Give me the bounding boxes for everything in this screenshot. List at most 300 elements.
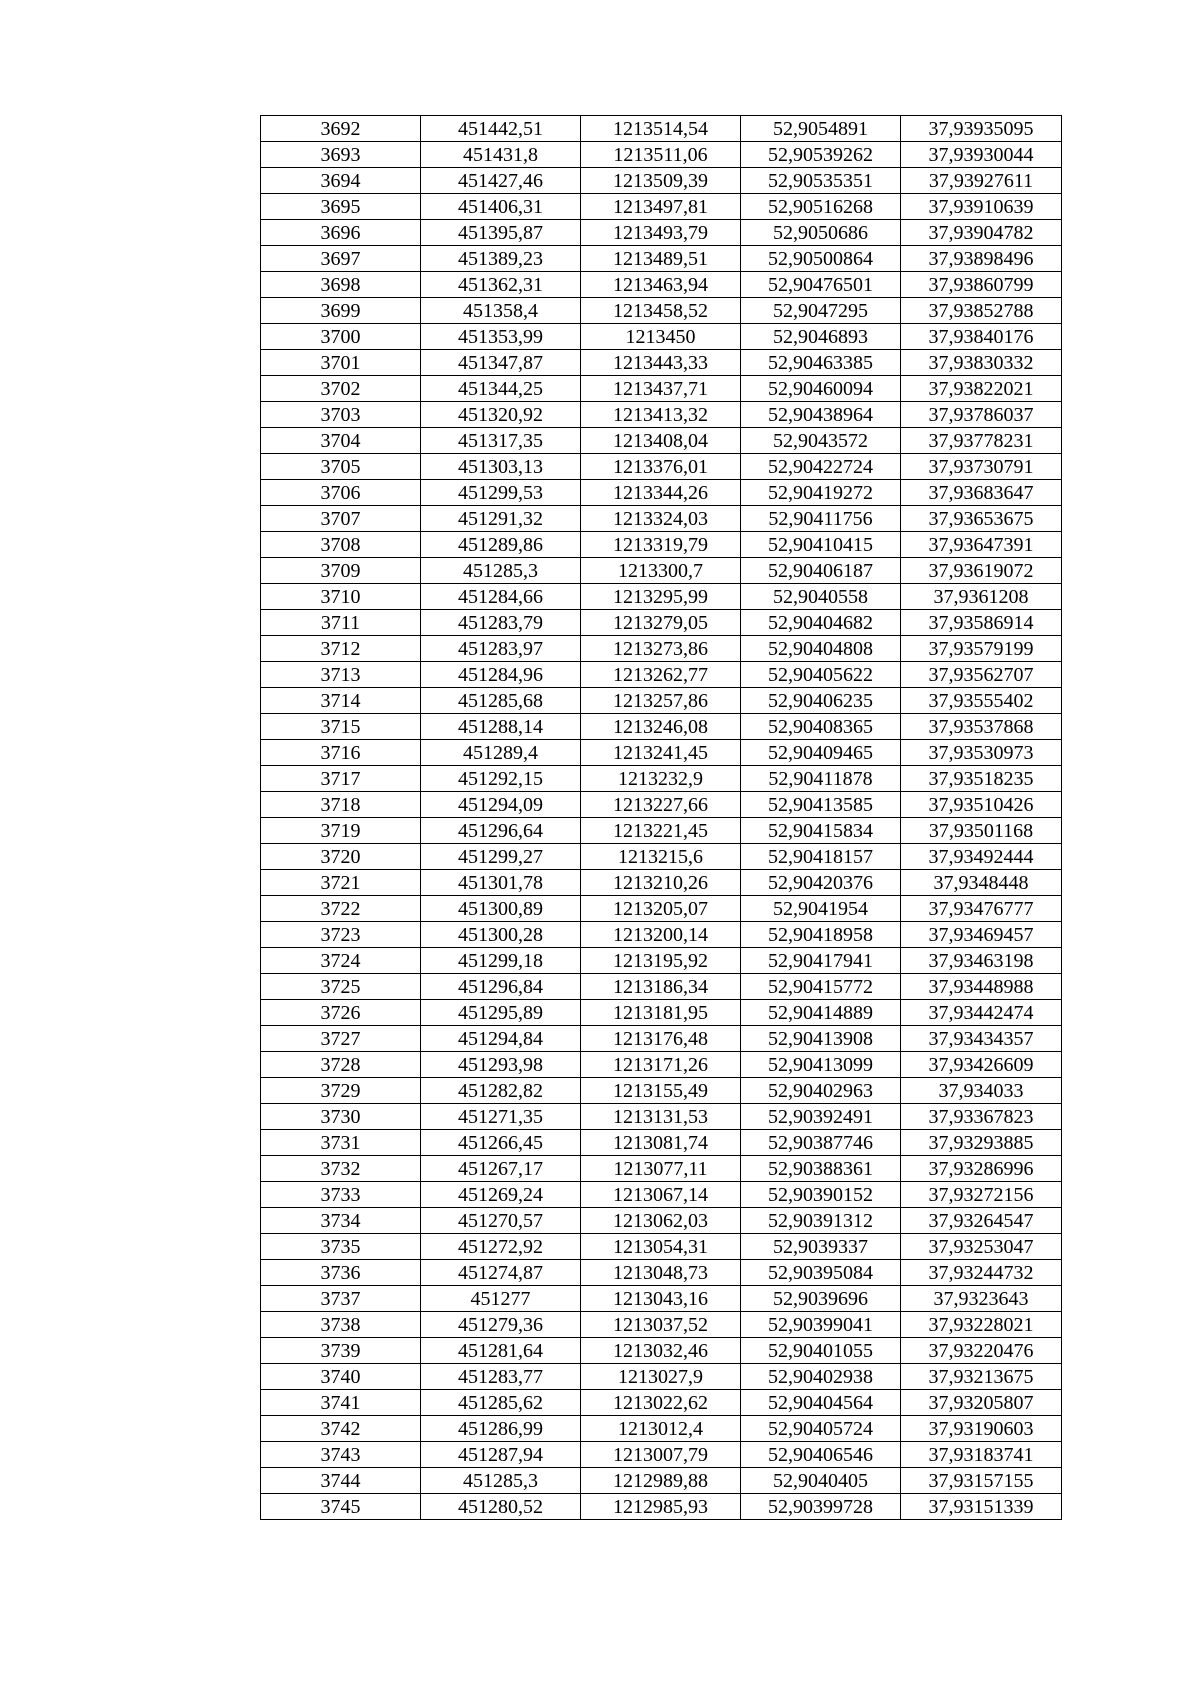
y-coordinate-cell: 1213054,31 <box>581 1234 741 1260</box>
point-number-cell: 3707 <box>261 506 421 532</box>
x-coordinate-cell: 451299,18 <box>421 948 581 974</box>
y-coordinate-cell: 1213032,46 <box>581 1338 741 1364</box>
longitude-cell: 37,93518235 <box>901 766 1062 792</box>
point-number-cell: 3742 <box>261 1416 421 1442</box>
longitude-cell: 37,93579199 <box>901 636 1062 662</box>
longitude-cell: 37,93586914 <box>901 610 1062 636</box>
y-coordinate-cell: 1213376,01 <box>581 454 741 480</box>
point-number-cell: 3711 <box>261 610 421 636</box>
x-coordinate-cell: 451295,89 <box>421 1000 581 1026</box>
longitude-cell: 37,93434357 <box>901 1026 1062 1052</box>
x-coordinate-cell: 451285,68 <box>421 688 581 714</box>
table-row <box>261 142 1062 168</box>
latitude-cell: 52,90418958 <box>741 922 901 948</box>
table-row <box>261 246 1062 272</box>
point-number-cell: 3741 <box>261 1390 421 1416</box>
table-row <box>261 1156 1062 1182</box>
point-number-cell: 3723 <box>261 922 421 948</box>
longitude-cell: 37,93562707 <box>901 662 1062 688</box>
x-coordinate-cell: 451362,31 <box>421 272 581 298</box>
y-coordinate-cell: 1213257,86 <box>581 688 741 714</box>
longitude-cell: 37,93510426 <box>901 792 1062 818</box>
latitude-cell: 52,90516268 <box>741 194 901 220</box>
table-row <box>261 1442 1062 1468</box>
table-row <box>261 480 1062 506</box>
table-row <box>261 974 1062 1000</box>
longitude-cell: 37,93244732 <box>901 1260 1062 1286</box>
point-number-cell: 3737 <box>261 1286 421 1312</box>
table-row <box>261 454 1062 480</box>
latitude-cell: 52,90387746 <box>741 1130 901 1156</box>
x-coordinate-cell: 451270,57 <box>421 1208 581 1234</box>
point-number-cell: 3731 <box>261 1130 421 1156</box>
latitude-cell: 52,90406187 <box>741 558 901 584</box>
latitude-cell: 52,9054891 <box>741 116 901 142</box>
longitude-cell: 37,93537868 <box>901 714 1062 740</box>
point-number-cell: 3699 <box>261 298 421 324</box>
latitude-cell: 52,90402938 <box>741 1364 901 1390</box>
table-row <box>261 740 1062 766</box>
latitude-cell: 52,90539262 <box>741 142 901 168</box>
latitude-cell: 52,90417941 <box>741 948 901 974</box>
coordinates-table-body <box>261 116 1062 1520</box>
y-coordinate-cell: 1213200,14 <box>581 922 741 948</box>
latitude-cell: 52,9039696 <box>741 1286 901 1312</box>
y-coordinate-cell: 1213232,9 <box>581 766 741 792</box>
x-coordinate-cell: 451300,28 <box>421 922 581 948</box>
x-coordinate-cell: 451284,66 <box>421 584 581 610</box>
x-coordinate-cell: 451296,84 <box>421 974 581 1000</box>
point-number-cell: 3734 <box>261 1208 421 1234</box>
y-coordinate-cell: 1213037,52 <box>581 1312 741 1338</box>
table-row <box>261 1364 1062 1390</box>
latitude-cell: 52,9041954 <box>741 896 901 922</box>
longitude-cell: 37,93860799 <box>901 272 1062 298</box>
point-number-cell: 3727 <box>261 1026 421 1052</box>
table-row <box>261 1078 1062 1104</box>
table-row <box>261 792 1062 818</box>
longitude-cell: 37,93852788 <box>901 298 1062 324</box>
longitude-cell: 37,93730791 <box>901 454 1062 480</box>
point-number-cell: 3700 <box>261 324 421 350</box>
longitude-cell: 37,93653675 <box>901 506 1062 532</box>
point-number-cell: 3705 <box>261 454 421 480</box>
y-coordinate-cell: 1213186,34 <box>581 974 741 1000</box>
x-coordinate-cell: 451431,8 <box>421 142 581 168</box>
x-coordinate-cell: 451293,98 <box>421 1052 581 1078</box>
latitude-cell: 52,90402963 <box>741 1078 901 1104</box>
table-row <box>261 1338 1062 1364</box>
latitude-cell: 52,90476501 <box>741 272 901 298</box>
x-coordinate-cell: 451266,45 <box>421 1130 581 1156</box>
latitude-cell: 52,90390152 <box>741 1182 901 1208</box>
point-number-cell: 3703 <box>261 402 421 428</box>
point-number-cell: 3719 <box>261 818 421 844</box>
y-coordinate-cell: 1213458,52 <box>581 298 741 324</box>
longitude-cell: 37,93898496 <box>901 246 1062 272</box>
table-row <box>261 818 1062 844</box>
table-row <box>261 1286 1062 1312</box>
point-number-cell: 3718 <box>261 792 421 818</box>
point-number-cell: 3698 <box>261 272 421 298</box>
table-row <box>261 636 1062 662</box>
y-coordinate-cell: 1213273,86 <box>581 636 741 662</box>
y-coordinate-cell: 1213171,26 <box>581 1052 741 1078</box>
y-coordinate-cell: 1213489,51 <box>581 246 741 272</box>
table-row <box>261 766 1062 792</box>
point-number-cell: 3717 <box>261 766 421 792</box>
latitude-cell: 52,90413099 <box>741 1052 901 1078</box>
x-coordinate-cell: 451284,96 <box>421 662 581 688</box>
longitude-cell: 37,93935095 <box>901 116 1062 142</box>
longitude-cell: 37,93264547 <box>901 1208 1062 1234</box>
table-row <box>261 350 1062 376</box>
latitude-cell: 52,90406235 <box>741 688 901 714</box>
x-coordinate-cell: 451292,15 <box>421 766 581 792</box>
latitude-cell: 52,90415772 <box>741 974 901 1000</box>
longitude-cell: 37,9348448 <box>901 870 1062 896</box>
latitude-cell: 52,90388361 <box>741 1156 901 1182</box>
longitude-cell: 37,93930044 <box>901 142 1062 168</box>
longitude-cell: 37,93190603 <box>901 1416 1062 1442</box>
y-coordinate-cell: 1213022,62 <box>581 1390 741 1416</box>
latitude-cell: 52,90420376 <box>741 870 901 896</box>
x-coordinate-cell: 451442,51 <box>421 116 581 142</box>
table-row <box>261 1208 1062 1234</box>
y-coordinate-cell: 1213215,6 <box>581 844 741 870</box>
point-number-cell: 3712 <box>261 636 421 662</box>
x-coordinate-cell: 451281,64 <box>421 1338 581 1364</box>
latitude-cell: 52,90418157 <box>741 844 901 870</box>
x-coordinate-cell: 451358,4 <box>421 298 581 324</box>
y-coordinate-cell: 1213324,03 <box>581 506 741 532</box>
point-number-cell: 3725 <box>261 974 421 1000</box>
x-coordinate-cell: 451427,46 <box>421 168 581 194</box>
x-coordinate-cell: 451406,31 <box>421 194 581 220</box>
y-coordinate-cell: 1213295,99 <box>581 584 741 610</box>
x-coordinate-cell: 451282,82 <box>421 1078 581 1104</box>
latitude-cell: 52,90404808 <box>741 636 901 662</box>
longitude-cell: 37,93822021 <box>901 376 1062 402</box>
point-number-cell: 3736 <box>261 1260 421 1286</box>
latitude-cell: 52,90415834 <box>741 818 901 844</box>
table-row <box>261 116 1062 142</box>
longitude-cell: 37,93840176 <box>901 324 1062 350</box>
x-coordinate-cell: 451285,3 <box>421 558 581 584</box>
latitude-cell: 52,90392491 <box>741 1104 901 1130</box>
latitude-cell: 52,9050686 <box>741 220 901 246</box>
table-row <box>261 298 1062 324</box>
x-coordinate-cell: 451283,97 <box>421 636 581 662</box>
x-coordinate-cell: 451294,84 <box>421 1026 581 1052</box>
x-coordinate-cell: 451291,32 <box>421 506 581 532</box>
longitude-cell: 37,93286996 <box>901 1156 1062 1182</box>
point-number-cell: 3738 <box>261 1312 421 1338</box>
point-number-cell: 3716 <box>261 740 421 766</box>
longitude-cell: 37,93476777 <box>901 896 1062 922</box>
table-row <box>261 1312 1062 1338</box>
longitude-cell: 37,93555402 <box>901 688 1062 714</box>
longitude-cell: 37,93830332 <box>901 350 1062 376</box>
longitude-cell: 37,93426609 <box>901 1052 1062 1078</box>
latitude-cell: 52,90410415 <box>741 532 901 558</box>
longitude-cell: 37,93183741 <box>901 1442 1062 1468</box>
y-coordinate-cell: 1213300,7 <box>581 558 741 584</box>
longitude-cell: 37,93778231 <box>901 428 1062 454</box>
x-coordinate-cell: 451277 <box>421 1286 581 1312</box>
x-coordinate-cell: 451269,24 <box>421 1182 581 1208</box>
x-coordinate-cell: 451347,87 <box>421 350 581 376</box>
table-row <box>261 1494 1062 1520</box>
longitude-cell: 37,93220476 <box>901 1338 1062 1364</box>
latitude-cell: 52,9046893 <box>741 324 901 350</box>
longitude-cell: 37,93151339 <box>901 1494 1062 1520</box>
y-coordinate-cell: 1213514,54 <box>581 116 741 142</box>
point-number-cell: 3701 <box>261 350 421 376</box>
latitude-cell: 52,90395084 <box>741 1260 901 1286</box>
point-number-cell: 3704 <box>261 428 421 454</box>
latitude-cell: 52,90419272 <box>741 480 901 506</box>
point-number-cell: 3714 <box>261 688 421 714</box>
table-row <box>261 1416 1062 1442</box>
x-coordinate-cell: 451283,79 <box>421 610 581 636</box>
longitude-cell: 37,93293885 <box>901 1130 1062 1156</box>
y-coordinate-cell: 1213176,48 <box>581 1026 741 1052</box>
longitude-cell: 37,93157155 <box>901 1468 1062 1494</box>
point-number-cell: 3739 <box>261 1338 421 1364</box>
x-coordinate-cell: 451294,09 <box>421 792 581 818</box>
x-coordinate-cell: 451272,92 <box>421 1234 581 1260</box>
y-coordinate-cell: 1213195,92 <box>581 948 741 974</box>
y-coordinate-cell: 1213067,14 <box>581 1182 741 1208</box>
x-coordinate-cell: 451301,78 <box>421 870 581 896</box>
point-number-cell: 3710 <box>261 584 421 610</box>
longitude-cell: 37,9361208 <box>901 584 1062 610</box>
table-row <box>261 532 1062 558</box>
y-coordinate-cell: 1213077,11 <box>581 1156 741 1182</box>
table-row <box>261 1026 1062 1052</box>
longitude-cell: 37,93530973 <box>901 740 1062 766</box>
x-coordinate-cell: 451289,86 <box>421 532 581 558</box>
y-coordinate-cell: 1213043,16 <box>581 1286 741 1312</box>
y-coordinate-cell: 1213181,95 <box>581 1000 741 1026</box>
coordinates-table <box>260 115 1062 1520</box>
table-row <box>261 610 1062 636</box>
point-number-cell: 3694 <box>261 168 421 194</box>
point-number-cell: 3745 <box>261 1494 421 1520</box>
longitude-cell: 37,93205807 <box>901 1390 1062 1416</box>
longitude-cell: 37,93619072 <box>901 558 1062 584</box>
latitude-cell: 52,90405622 <box>741 662 901 688</box>
longitude-cell: 37,934033 <box>901 1078 1062 1104</box>
longitude-cell: 37,93463198 <box>901 948 1062 974</box>
table-row <box>261 1260 1062 1286</box>
table-row <box>261 1052 1062 1078</box>
longitude-cell: 37,93927611 <box>901 168 1062 194</box>
table-row <box>261 870 1062 896</box>
point-number-cell: 3733 <box>261 1182 421 1208</box>
y-coordinate-cell: 1213131,53 <box>581 1104 741 1130</box>
x-coordinate-cell: 451299,27 <box>421 844 581 870</box>
table-row <box>261 584 1062 610</box>
y-coordinate-cell: 1212985,93 <box>581 1494 741 1520</box>
point-number-cell: 3693 <box>261 142 421 168</box>
x-coordinate-cell: 451289,4 <box>421 740 581 766</box>
x-coordinate-cell: 451303,13 <box>421 454 581 480</box>
table-row <box>261 1390 1062 1416</box>
table-row <box>261 1468 1062 1494</box>
x-coordinate-cell: 451299,53 <box>421 480 581 506</box>
y-coordinate-cell: 1213511,06 <box>581 142 741 168</box>
latitude-cell: 52,90413585 <box>741 792 901 818</box>
x-coordinate-cell: 451267,17 <box>421 1156 581 1182</box>
table-row <box>261 662 1062 688</box>
point-number-cell: 3696 <box>261 220 421 246</box>
point-number-cell: 3744 <box>261 1468 421 1494</box>
latitude-cell: 52,90406546 <box>741 1442 901 1468</box>
latitude-cell: 52,90411878 <box>741 766 901 792</box>
point-number-cell: 3740 <box>261 1364 421 1390</box>
y-coordinate-cell: 1213205,07 <box>581 896 741 922</box>
point-number-cell: 3706 <box>261 480 421 506</box>
latitude-cell: 52,90414889 <box>741 1000 901 1026</box>
latitude-cell: 52,90413908 <box>741 1026 901 1052</box>
x-coordinate-cell: 451317,35 <box>421 428 581 454</box>
y-coordinate-cell: 1213408,04 <box>581 428 741 454</box>
point-number-cell: 3743 <box>261 1442 421 1468</box>
table-row <box>261 220 1062 246</box>
x-coordinate-cell: 451320,92 <box>421 402 581 428</box>
y-coordinate-cell: 1213210,26 <box>581 870 741 896</box>
longitude-cell: 37,93469457 <box>901 922 1062 948</box>
point-number-cell: 3709 <box>261 558 421 584</box>
latitude-cell: 52,90463385 <box>741 350 901 376</box>
longitude-cell: 37,93683647 <box>901 480 1062 506</box>
point-number-cell: 3722 <box>261 896 421 922</box>
y-coordinate-cell: 1213437,71 <box>581 376 741 402</box>
table-row <box>261 376 1062 402</box>
latitude-cell: 52,90535351 <box>741 168 901 194</box>
point-number-cell: 3728 <box>261 1052 421 1078</box>
table-row <box>261 272 1062 298</box>
x-coordinate-cell: 451285,3 <box>421 1468 581 1494</box>
latitude-cell: 52,9047295 <box>741 298 901 324</box>
table-row <box>261 194 1062 220</box>
x-coordinate-cell: 451271,35 <box>421 1104 581 1130</box>
y-coordinate-cell: 1213509,39 <box>581 168 741 194</box>
table-row <box>261 558 1062 584</box>
longitude-cell: 37,93253047 <box>901 1234 1062 1260</box>
table-row <box>261 324 1062 350</box>
latitude-cell: 52,90399041 <box>741 1312 901 1338</box>
point-number-cell: 3720 <box>261 844 421 870</box>
x-coordinate-cell: 451285,62 <box>421 1390 581 1416</box>
longitude-cell: 37,93213675 <box>901 1364 1062 1390</box>
longitude-cell: 37,9323643 <box>901 1286 1062 1312</box>
point-number-cell: 3724 <box>261 948 421 974</box>
longitude-cell: 37,93910639 <box>901 194 1062 220</box>
y-coordinate-cell: 1213463,94 <box>581 272 741 298</box>
table-row <box>261 402 1062 428</box>
y-coordinate-cell: 1213012,4 <box>581 1416 741 1442</box>
y-coordinate-cell: 1213027,9 <box>581 1364 741 1390</box>
y-coordinate-cell: 1213450 <box>581 324 741 350</box>
y-coordinate-cell: 1213155,49 <box>581 1078 741 1104</box>
latitude-cell: 52,90391312 <box>741 1208 901 1234</box>
longitude-cell: 37,93367823 <box>901 1104 1062 1130</box>
table-row <box>261 1234 1062 1260</box>
latitude-cell: 52,90408365 <box>741 714 901 740</box>
y-coordinate-cell: 1213344,26 <box>581 480 741 506</box>
point-number-cell: 3695 <box>261 194 421 220</box>
y-coordinate-cell: 1213048,73 <box>581 1260 741 1286</box>
table-row <box>261 714 1062 740</box>
point-number-cell: 3713 <box>261 662 421 688</box>
y-coordinate-cell: 1213493,79 <box>581 220 741 246</box>
longitude-cell: 37,93501168 <box>901 818 1062 844</box>
point-number-cell: 3729 <box>261 1078 421 1104</box>
y-coordinate-cell: 1213319,79 <box>581 532 741 558</box>
x-coordinate-cell: 451344,25 <box>421 376 581 402</box>
point-number-cell: 3726 <box>261 1000 421 1026</box>
point-number-cell: 3715 <box>261 714 421 740</box>
table-row <box>261 506 1062 532</box>
x-coordinate-cell: 451353,99 <box>421 324 581 350</box>
table-row <box>261 1130 1062 1156</box>
point-number-cell: 3708 <box>261 532 421 558</box>
longitude-cell: 37,93442474 <box>901 1000 1062 1026</box>
x-coordinate-cell: 451286,99 <box>421 1416 581 1442</box>
latitude-cell: 52,90409465 <box>741 740 901 766</box>
table-row <box>261 922 1062 948</box>
latitude-cell: 52,9043572 <box>741 428 901 454</box>
y-coordinate-cell: 1213227,66 <box>581 792 741 818</box>
x-coordinate-cell: 451274,87 <box>421 1260 581 1286</box>
latitude-cell: 52,90404682 <box>741 610 901 636</box>
longitude-cell: 37,93272156 <box>901 1182 1062 1208</box>
x-coordinate-cell: 451283,77 <box>421 1364 581 1390</box>
x-coordinate-cell: 451300,89 <box>421 896 581 922</box>
y-coordinate-cell: 1213246,08 <box>581 714 741 740</box>
point-number-cell: 3721 <box>261 870 421 896</box>
longitude-cell: 37,93492444 <box>901 844 1062 870</box>
y-coordinate-cell: 1213221,45 <box>581 818 741 844</box>
y-coordinate-cell: 1213062,03 <box>581 1208 741 1234</box>
x-coordinate-cell: 451395,87 <box>421 220 581 246</box>
latitude-cell: 52,90460094 <box>741 376 901 402</box>
x-coordinate-cell: 451287,94 <box>421 1442 581 1468</box>
table-row <box>261 428 1062 454</box>
point-number-cell: 3697 <box>261 246 421 272</box>
longitude-cell: 37,93904782 <box>901 220 1062 246</box>
table-row <box>261 1182 1062 1208</box>
table-row <box>261 168 1062 194</box>
table-row <box>261 948 1062 974</box>
y-coordinate-cell: 1213241,45 <box>581 740 741 766</box>
latitude-cell: 52,90399728 <box>741 1494 901 1520</box>
latitude-cell: 52,90500864 <box>741 246 901 272</box>
y-coordinate-cell: 1213443,33 <box>581 350 741 376</box>
table-row <box>261 844 1062 870</box>
x-coordinate-cell: 451296,64 <box>421 818 581 844</box>
x-coordinate-cell: 451389,23 <box>421 246 581 272</box>
latitude-cell: 52,90401055 <box>741 1338 901 1364</box>
table-row <box>261 896 1062 922</box>
longitude-cell: 37,93786037 <box>901 402 1062 428</box>
y-coordinate-cell: 1213081,74 <box>581 1130 741 1156</box>
latitude-cell: 52,9040405 <box>741 1468 901 1494</box>
latitude-cell: 52,9039337 <box>741 1234 901 1260</box>
